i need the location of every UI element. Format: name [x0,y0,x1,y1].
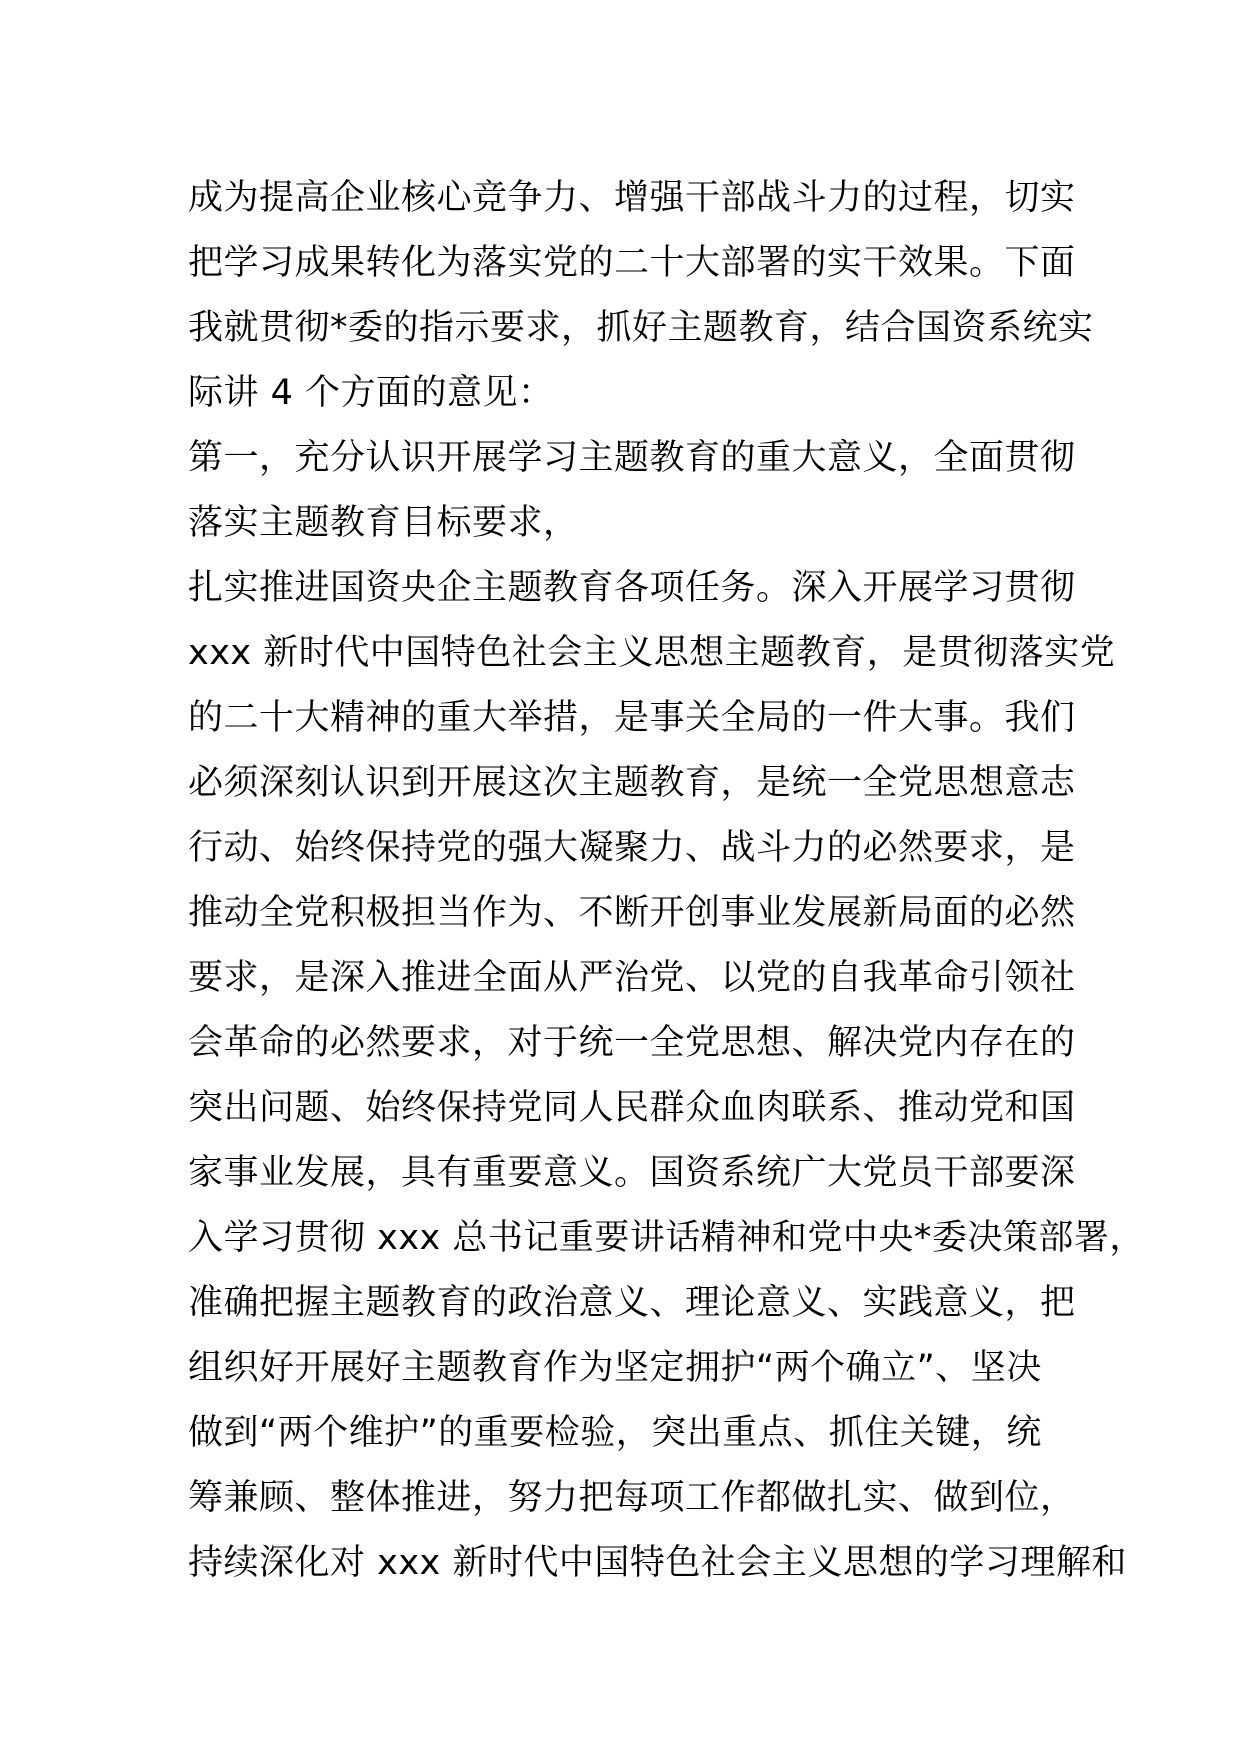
text-line: 组织好开展好主题教育作为坚定拥护“两个确立”、坚决 [188,1348,1042,1388]
text-line: 持续深化对 xxx 新时代中国特色社会主义思想的学习理解和 [188,1543,1127,1583]
text-line: 把学习成果转化为落实党的二十大部署的实干效果。下面 [188,243,1076,283]
text-line: 突出问题、始终保持党同人民群众血肉联系、推动党和国 [188,1088,1076,1128]
section-heading-line: 落实主题教育目标要求， [188,503,579,543]
text-line: 会革命的必然要求，对于统一全党思想、解决党内存在的 [188,1023,1076,1063]
body-text [188,166,1145,1596]
section-heading-line: 第一，充分认识开展学习主题教育的重大意义，全面贯彻 [188,438,1076,478]
text-line: 成为提高企业核心竞争力、增强干部战斗力的过程，切实 [188,178,1076,218]
text-line: 扎实推进国资央企主题教育各项任务。深入开展学习贯彻 [188,568,1076,608]
text-line: 家事业发展，具有重要意义。国资系统广大党员干部要深 [188,1153,1076,1193]
text-line: 入学习贯彻 xxx 总书记重要讲话精神和党中央*委决策部署， [188,1218,1145,1258]
text-line: 行动、始终保持党的强大凝聚力、战斗力的必然要求，是 [188,828,1076,868]
text-line: xxx 新时代中国特色社会主义思想主题教育，是贯彻落实党 [188,633,1116,673]
text-line: 做到“两个维护”的重要检验，突出重点、抓住关键，统 [188,1413,1042,1453]
text-line: 准确把握主题教育的政治意义、理论意义、实践意义，把 [188,1283,1076,1323]
text-line: 际讲 4 个方面的意见： [188,373,554,413]
text-line: 要求，是深入推进全面从严治党、以党的自我革命引领社 [188,958,1076,998]
text-line: 推动全党积极担当作为、不断开创事业发展新局面的必然 [188,893,1076,933]
text-line: 筹兼顾、整体推进，努力把每项工作都做扎实、做到位， [188,1478,1076,1518]
text-line: 的二十大精神的重大举措，是事关全局的一件大事。我们 [188,698,1076,738]
text-line: 必须深刻认识到开展这次主题教育，是统一全党思想意志 [188,763,1076,803]
text-line: 我就贯彻*委的指示要求，抓好主题教育，结合国资系统实 [188,308,1094,348]
